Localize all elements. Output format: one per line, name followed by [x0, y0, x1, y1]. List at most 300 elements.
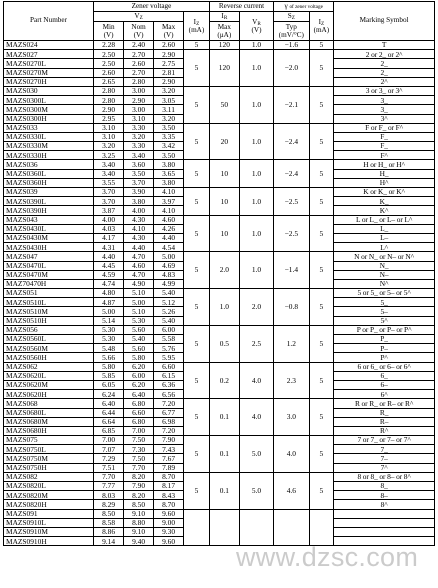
- marking-symbol-cell: N–: [334, 270, 435, 279]
- vz-nom-cell: 3.00: [124, 86, 154, 95]
- header-sz-typ: Typ (mV/°C): [274, 22, 309, 41]
- header-part-number: Part Number: [4, 2, 94, 41]
- vz-nom-cell: 4.40: [124, 243, 154, 252]
- vz-min-cell: 6.05: [94, 380, 124, 389]
- part-number-cell: MAZS0510H: [4, 316, 94, 325]
- header-min: Min (V): [94, 22, 124, 41]
- iz-cell: 5: [184, 289, 210, 326]
- part-number-cell: MAZS0510L: [4, 298, 94, 307]
- part-number-cell: MAZS036: [4, 160, 94, 169]
- vz-nom-cell: 2.60: [124, 59, 154, 68]
- iz2-cell: [309, 509, 334, 546]
- part-number-cell: MAZS0330L: [4, 132, 94, 141]
- sz-typ-cell: −2.5: [274, 215, 309, 252]
- vz-nom-cell: 7.50: [124, 436, 154, 445]
- vz-nom-cell: 2.90: [124, 96, 154, 105]
- vz-nom-cell: 3.00: [124, 105, 154, 114]
- vz-min-cell: 8.03: [94, 491, 124, 500]
- vz-nom-cell: 6.00: [124, 371, 154, 380]
- part-number-cell: MAZS0330H: [4, 151, 94, 160]
- vz-max-cell: 2.90: [154, 50, 184, 59]
- header-vr: $V_R$ (V): [239, 12, 273, 41]
- vz-max-cell: 7.90: [154, 436, 184, 445]
- vz-max-cell: 9.60: [154, 537, 184, 546]
- part-number-cell: MAZS024: [4, 41, 94, 50]
- vz-min-cell: 5.30: [94, 335, 124, 344]
- marking-symbol-cell: 2 or 2_ or 2^: [334, 50, 435, 59]
- vz-max-cell: 4.10: [154, 206, 184, 215]
- sz-typ-cell: −0.8: [274, 289, 309, 326]
- iz2-cell: 5: [309, 50, 334, 87]
- iz2-cell: 5: [309, 160, 334, 188]
- vz-min-cell: 7.51: [94, 463, 124, 472]
- marking-symbol-cell: 5–: [334, 307, 435, 316]
- vz-nom-cell: 2.40: [124, 41, 154, 50]
- part-number-cell: MAZS082: [4, 472, 94, 481]
- vz-min-cell: 7.77: [94, 482, 124, 491]
- vz-max-cell: 7.20: [154, 399, 184, 408]
- vz-min-cell: 2.50: [94, 50, 124, 59]
- vz-nom-cell: 4.70: [124, 270, 154, 279]
- part-number-cell: MAZS0560M: [4, 344, 94, 353]
- vz-nom-cell: 6.20: [124, 380, 154, 389]
- vz-max-cell: 3.20: [154, 86, 184, 95]
- vz-nom-cell: 4.30: [124, 215, 154, 224]
- table-row: [4, 188, 435, 197]
- vz-nom-cell: 3.60: [124, 160, 154, 169]
- vz-nom-cell: 5.60: [124, 344, 154, 353]
- vz-nom-cell: 9.10: [124, 509, 154, 518]
- vz-max-cell: 5.58: [154, 335, 184, 344]
- vz-max-cell: 4.10: [154, 188, 184, 197]
- vz-min-cell: 4.80: [94, 289, 124, 298]
- vz-min-cell: 7.29: [94, 454, 124, 463]
- table-row: [4, 160, 435, 169]
- iz-cell: 5: [184, 86, 210, 123]
- part-number-cell: MAZS0390L: [4, 197, 94, 206]
- marking-symbol-cell: 5_: [334, 298, 435, 307]
- vz-nom-cell: 6.60: [124, 408, 154, 417]
- sz-typ-cell: 4.6: [274, 472, 309, 509]
- vz-nom-cell: 5.10: [124, 307, 154, 316]
- table-row: [4, 123, 435, 132]
- sz-typ-cell: −2.1: [274, 86, 309, 123]
- vz-max-cell: 8.17: [154, 482, 184, 491]
- iz2-cell: 5: [309, 362, 334, 399]
- marking-symbol-cell: 8 or 8_ or 8– or 8^: [334, 472, 435, 481]
- vz-min-cell: 9.14: [94, 537, 124, 546]
- vz-min-cell: 7.00: [94, 436, 124, 445]
- marking-symbol-cell: L–: [334, 233, 435, 242]
- table-row: [4, 215, 435, 224]
- marking-symbol-cell: [334, 509, 435, 518]
- vz-nom-cell: 7.70: [124, 463, 154, 472]
- ir-max-cell: 50: [209, 86, 239, 123]
- vz-max-cell: 4.69: [154, 261, 184, 270]
- marking-symbol-cell: N^: [334, 279, 435, 288]
- marking-symbol-cell: 8^: [334, 500, 435, 509]
- sz-typ-cell: −2.5: [274, 188, 309, 216]
- ir-max-cell: 10: [209, 215, 239, 252]
- table-body: [4, 41, 435, 546]
- vz-max-cell: 9.30: [154, 527, 184, 536]
- marking-symbol-cell: K^: [334, 206, 435, 215]
- vz-nom-cell: 5.00: [124, 298, 154, 307]
- marking-symbol-cell: L or L_ or L– or L^: [334, 215, 435, 224]
- marking-symbol-cell: [334, 537, 435, 546]
- header-tc-caption: of zener voltage: [289, 3, 323, 10]
- vz-min-cell: 2.95: [94, 114, 124, 123]
- part-number-cell: MAZS0360H: [4, 178, 94, 187]
- part-number-cell: MAZS0510M: [4, 307, 94, 316]
- vz-min-cell: 3.10: [94, 132, 124, 141]
- marking-symbol-cell: P or P_ or P– or P^: [334, 325, 435, 334]
- marking-symbol-cell: 6_: [334, 371, 435, 380]
- vz-nom-cell: 4.90: [124, 279, 154, 288]
- part-number-cell: MAZS0620L: [4, 371, 94, 380]
- part-number-cell: MAZS091: [4, 509, 94, 518]
- vz-min-cell: 2.50: [94, 59, 124, 68]
- vz-max-cell: 6.77: [154, 408, 184, 417]
- iz-cell: 5: [184, 215, 210, 252]
- iz-cell: [184, 509, 210, 546]
- vr-cell: 1.0: [239, 123, 273, 160]
- part-number-cell: MAZS056: [4, 325, 94, 334]
- part-number-cell: MAZS0390H: [4, 206, 94, 215]
- iz2-cell: 5: [309, 86, 334, 123]
- ir-max-cell: [209, 509, 239, 546]
- vz-nom-cell: 9.10: [124, 527, 154, 536]
- part-number-cell: MAZS0270L: [4, 59, 94, 68]
- vr-cell: 1.0: [239, 215, 273, 252]
- marking-symbol-cell: H^: [334, 178, 435, 187]
- sz-typ-cell: −1.4: [274, 252, 309, 289]
- vz-min-cell: 7.07: [94, 445, 124, 454]
- vz-nom-cell: 4.70: [124, 252, 154, 261]
- vz-max-cell: 4.60: [154, 215, 184, 224]
- vz-max-cell: 2.60: [154, 41, 184, 50]
- vz-nom-cell: 7.00: [124, 426, 154, 435]
- header-iz: $I_Z$ (mA): [184, 12, 210, 41]
- vz-max-cell: 7.67: [154, 454, 184, 463]
- vz-nom-cell: 2.80: [124, 77, 154, 86]
- ir-max-cell: 0.1: [209, 399, 239, 436]
- vz-min-cell: 5.80: [94, 362, 124, 371]
- vz-min-cell: 5.30: [94, 325, 124, 334]
- marking-symbol-cell: 7^: [334, 463, 435, 472]
- vz-max-cell: 6.98: [154, 417, 184, 426]
- marking-symbol-cell: R_: [334, 408, 435, 417]
- header-tc-gamma: γ: [284, 1, 288, 10]
- marking-symbol-cell: 3 or 3_ or 3^: [334, 86, 435, 95]
- part-number-cell: MAZS033: [4, 123, 94, 132]
- vz-max-cell: 3.11: [154, 105, 184, 114]
- ir-max-cell: 0.2: [209, 362, 239, 399]
- vz-nom-cell: 5.60: [124, 325, 154, 334]
- vz-min-cell: 8.50: [94, 509, 124, 518]
- header-zener-voltage: Zener voltage: [94, 2, 210, 12]
- sz-typ-cell: 3.0: [274, 399, 309, 436]
- vz-max-cell: 5.76: [154, 344, 184, 353]
- marking-symbol-cell: R^: [334, 426, 435, 435]
- vz-nom-cell: 3.80: [124, 197, 154, 206]
- vz-nom-cell: 5.80: [124, 353, 154, 362]
- vz-min-cell: 3.10: [94, 123, 124, 132]
- vz-max-cell: 4.40: [154, 233, 184, 242]
- vz-max-cell: 5.00: [154, 252, 184, 261]
- marking-symbol-cell: L_: [334, 224, 435, 233]
- part-number-cell: MAZS0910M: [4, 527, 94, 536]
- vz-max-cell: 2.81: [154, 68, 184, 77]
- vz-nom-cell: 6.20: [124, 362, 154, 371]
- vz-min-cell: 2.65: [94, 77, 124, 86]
- header-ir-max: Max (μA): [209, 22, 239, 41]
- vz-nom-cell: 3.40: [124, 151, 154, 160]
- iz2-cell: 5: [309, 188, 334, 216]
- vz-min-cell: 4.00: [94, 215, 124, 224]
- vz-max-cell: 5.40: [154, 316, 184, 325]
- header-nom: Nom (V): [124, 22, 154, 41]
- vz-nom-cell: 9.40: [124, 537, 154, 546]
- vz-max-cell: 3.05: [154, 96, 184, 105]
- marking-symbol-cell: K_: [334, 197, 435, 206]
- iz-cell: 5: [184, 50, 210, 87]
- header-iz2: $I_Z$ (mA): [309, 12, 334, 41]
- part-number-cell: MAZS030: [4, 86, 94, 95]
- marking-symbol-cell: P–: [334, 344, 435, 353]
- iz2-cell: 5: [309, 399, 334, 436]
- vz-min-cell: 5.66: [94, 353, 124, 362]
- marking-symbol-cell: 5 or 5_ or 5– or 5^: [334, 289, 435, 298]
- vz-min-cell: 6.40: [94, 399, 124, 408]
- vz-nom-cell: 6.80: [124, 417, 154, 426]
- iz2-cell: 5: [309, 215, 334, 252]
- vz-nom-cell: 5.40: [124, 335, 154, 344]
- table-row: [4, 50, 435, 59]
- vr-cell: 1.0: [239, 50, 273, 87]
- part-number-cell: MAZS0680L: [4, 408, 94, 417]
- vr-cell: 4.0: [239, 399, 273, 436]
- vz-min-cell: 2.28: [94, 41, 124, 50]
- vz-min-cell: 5.48: [94, 344, 124, 353]
- ir-max-cell: 1.0: [209, 289, 239, 326]
- part-number-cell: MAZS0300L: [4, 96, 94, 105]
- marking-symbol-cell: L^: [334, 243, 435, 252]
- part-number-cell: MAZS0430M: [4, 233, 94, 242]
- vz-min-cell: 6.44: [94, 408, 124, 417]
- part-number-cell: MAZS0910H: [4, 537, 94, 546]
- vz-nom-cell: 4.60: [124, 261, 154, 270]
- vz-min-cell: 3.55: [94, 178, 124, 187]
- vr-cell: 1.0: [239, 252, 273, 289]
- part-number-cell: MAZS075: [4, 436, 94, 445]
- vz-max-cell: 3.20: [154, 114, 184, 123]
- part-number-cell: MAZS0300H: [4, 114, 94, 123]
- vz-max-cell: 7.43: [154, 445, 184, 454]
- marking-symbol-cell: 2_: [334, 68, 435, 77]
- vz-min-cell: 4.17: [94, 233, 124, 242]
- vz-nom-cell: 8.20: [124, 491, 154, 500]
- vr-cell: 4.0: [239, 362, 273, 399]
- vr-cell: 1.0: [239, 188, 273, 216]
- marking-symbol-cell: N_: [334, 261, 435, 270]
- sz-typ-cell: −2.0: [274, 50, 309, 87]
- vz-max-cell: 7.89: [154, 463, 184, 472]
- vz-min-cell: 3.25: [94, 151, 124, 160]
- part-number-cell: MAZS0430H: [4, 243, 94, 252]
- part-number-cell: MAZS0270H: [4, 77, 94, 86]
- iz2-cell: 5: [309, 472, 334, 509]
- vz-min-cell: 4.31: [94, 243, 124, 252]
- part-number-cell: MAZS0360L: [4, 169, 94, 178]
- vz-nom-cell: 4.00: [124, 206, 154, 215]
- vz-max-cell: 3.42: [154, 142, 184, 151]
- vz-min-cell: 4.40: [94, 252, 124, 261]
- vz-max-cell: 7.20: [154, 426, 184, 435]
- vz-max-cell: 8.70: [154, 472, 184, 481]
- vz-min-cell: 4.45: [94, 261, 124, 270]
- vz-max-cell: 3.50: [154, 123, 184, 132]
- part-number-cell: MAZS047: [4, 252, 94, 261]
- vz-max-cell: 3.35: [154, 132, 184, 141]
- ir-max-cell: 0.1: [209, 472, 239, 509]
- vz-max-cell: 5.26: [154, 307, 184, 316]
- vz-min-cell: 4.03: [94, 224, 124, 233]
- ir-max-cell: 120: [209, 41, 239, 50]
- vz-max-cell: 3.80: [154, 160, 184, 169]
- part-number-cell: MAZ70470H: [4, 279, 94, 288]
- vz-max-cell: 5.95: [154, 353, 184, 362]
- iz-cell: 5: [184, 399, 210, 436]
- part-number-cell: MAZS0470M: [4, 270, 94, 279]
- part-number-cell: MAZS0620H: [4, 390, 94, 399]
- part-number-cell: MAZS0270M: [4, 68, 94, 77]
- vz-max-cell: 4.26: [154, 224, 184, 233]
- vz-nom-cell: 3.30: [124, 142, 154, 151]
- marking-symbol-cell: H or H_ or H^: [334, 160, 435, 169]
- vz-min-cell: 6.85: [94, 426, 124, 435]
- iz-cell: 5: [184, 252, 210, 289]
- vz-max-cell: 3.65: [154, 169, 184, 178]
- part-number-cell: MAZS0430L: [4, 224, 94, 233]
- ir-max-cell: 0.1: [209, 436, 239, 473]
- vz-nom-cell: 3.70: [124, 178, 154, 187]
- table-row: [4, 509, 435, 518]
- vz-min-cell: 3.70: [94, 197, 124, 206]
- iz2-cell: 5: [309, 41, 334, 50]
- header-max: Max (V): [154, 22, 184, 41]
- vz-max-cell: 6.36: [154, 380, 184, 389]
- part-number-cell: MAZS0750M: [4, 454, 94, 463]
- ir-max-cell: 10: [209, 160, 239, 188]
- vz-max-cell: 4.83: [154, 270, 184, 279]
- vz-max-cell: 9.00: [154, 518, 184, 527]
- vz-max-cell: 5.12: [154, 298, 184, 307]
- table-row: [4, 325, 435, 334]
- marking-symbol-cell: F_: [334, 142, 435, 151]
- vz-max-cell: 5.40: [154, 289, 184, 298]
- vr-cell: [239, 509, 273, 546]
- vz-nom-cell: 8.80: [124, 518, 154, 527]
- table-row: [4, 399, 435, 408]
- vz-max-cell: 6.15: [154, 371, 184, 380]
- iz-cell: 5: [184, 123, 210, 160]
- iz-cell: 5: [184, 41, 210, 50]
- part-number-cell: MAZS0620M: [4, 380, 94, 389]
- part-number-cell: MAZS0750L: [4, 445, 94, 454]
- marking-symbol-cell: 8_: [334, 482, 435, 491]
- table-row: [4, 472, 435, 481]
- vz-nom-cell: 5.10: [124, 289, 154, 298]
- sz-typ-cell: −2.4: [274, 123, 309, 160]
- header-ir: $I_R$: [209, 12, 239, 22]
- vz-min-cell: 2.80: [94, 86, 124, 95]
- header-vz: $V_Z$: [94, 12, 184, 22]
- ir-max-cell: 2.0: [209, 252, 239, 289]
- part-number-cell: MAZS0820L: [4, 482, 94, 491]
- header-reverse-current: Reverse current: [209, 2, 273, 12]
- marking-symbol-cell: 7 or 7_ or 7– or 7^: [334, 436, 435, 445]
- marking-symbol-cell: P_: [334, 335, 435, 344]
- marking-symbol-cell: F^: [334, 151, 435, 160]
- part-number-cell: MAZS062: [4, 362, 94, 371]
- vz-nom-cell: 4.10: [124, 224, 154, 233]
- marking-symbol-cell: 2^: [334, 77, 435, 86]
- iz2-cell: 5: [309, 123, 334, 160]
- vr-cell: 2.0: [239, 289, 273, 326]
- part-number-cell: MAZS0680H: [4, 426, 94, 435]
- part-number-cell: MAZS043: [4, 215, 94, 224]
- marking-symbol-cell: 3_: [334, 105, 435, 114]
- marking-symbol-cell: [334, 518, 435, 527]
- vz-max-cell: 9.60: [154, 509, 184, 518]
- vz-max-cell: 3.80: [154, 178, 184, 187]
- vr-cell: 1.0: [239, 41, 273, 50]
- vz-nom-cell: 4.30: [124, 233, 154, 242]
- iz-cell: 5: [184, 188, 210, 216]
- table-row: [4, 436, 435, 445]
- sz-typ-cell: −1.6: [274, 41, 309, 50]
- marking-symbol-cell: R or R_ or R– or R^: [334, 399, 435, 408]
- marking-symbol-cell: 5^: [334, 316, 435, 325]
- vz-nom-cell: 3.10: [124, 114, 154, 123]
- part-number-cell: MAZS0750H: [4, 463, 94, 472]
- marking-symbol-cell: 3_: [334, 96, 435, 105]
- vz-nom-cell: 3.50: [124, 169, 154, 178]
- vz-min-cell: 6.64: [94, 417, 124, 426]
- marking-symbol-cell: R–: [334, 417, 435, 426]
- vz-max-cell: 3.50: [154, 151, 184, 160]
- part-number-cell: MAZS0820H: [4, 500, 94, 509]
- vz-min-cell: 7.70: [94, 472, 124, 481]
- marking-symbol-cell: 2_: [334, 59, 435, 68]
- sz-typ-cell: [274, 509, 309, 546]
- marking-symbol-cell: 8–: [334, 491, 435, 500]
- vz-min-cell: 5.14: [94, 316, 124, 325]
- iz-cell: 5: [184, 160, 210, 188]
- marking-symbol-cell: T: [334, 41, 435, 50]
- vz-nom-cell: 7.30: [124, 445, 154, 454]
- sz-typ-cell: 4.0: [274, 436, 309, 473]
- header-sz: $S_Z$: [274, 12, 309, 22]
- iz-cell: 5: [184, 325, 210, 362]
- part-number-cell: MAZS0470L: [4, 261, 94, 270]
- vz-nom-cell: 6.40: [124, 390, 154, 399]
- iz-cell: 5: [184, 472, 210, 509]
- vz-min-cell: 3.87: [94, 206, 124, 215]
- marking-symbol-cell: N or N_ or N– or N^: [334, 252, 435, 261]
- marking-symbol-cell: F_: [334, 132, 435, 141]
